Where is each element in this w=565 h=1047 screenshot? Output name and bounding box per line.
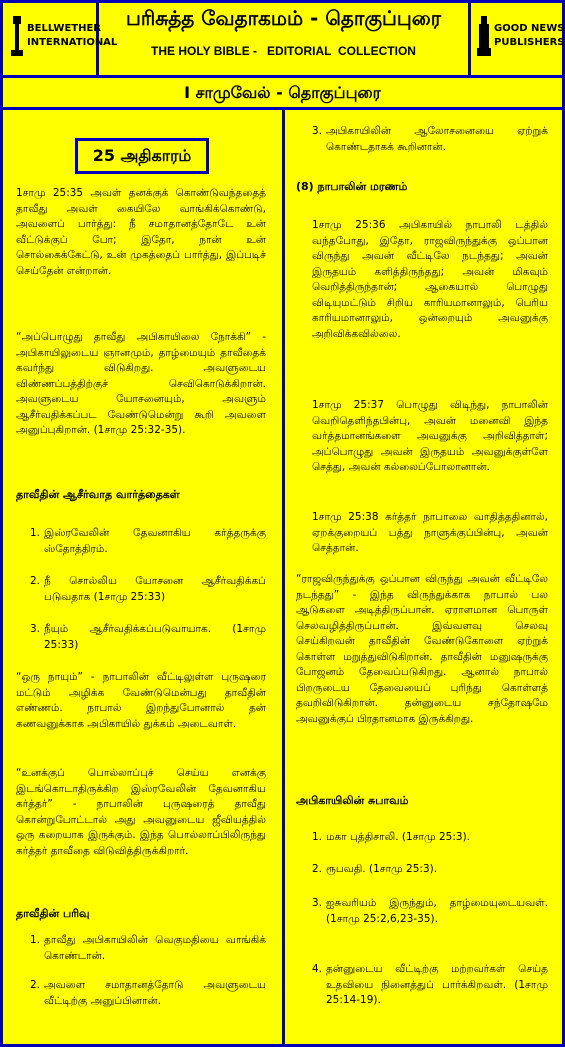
chapter-heading: 25 அதிகாரம்: [75, 138, 209, 174]
verse-paragraph: 1சாமு 25:37 பொழுது விடிந்து, நாபாலின் வெறிதெளிந்தபின்பு, அவன் மனைவி இந்த வர்த்தமானங்களை அவனுக்கு அறிவித்தாள்; அப்பொழுது அவன் இருதயம் அவனுக்குள்ளே செத்து, அவன் கல்லைப்போலானான்.: [312, 399, 548, 473]
logo-line: GOOD NEWS: [494, 23, 565, 34]
header-title-tamil: பரிசுத்த வேதாகமம் - தொகுப்புரை: [125, 6, 442, 30]
commentary-paragraph: “ராஜவிருந்துக்கு ஒப்பான விருந்து அவன் வீட்டிலே நடந்தது” - இந்த விருந்துக்காக நாபால் பல ஆடுகளை அடித்திருப்பான். ஏராளமான பொருள் செலவழித்திருப்பான். இவ்வளவு செலவு செய்கிறவன் தாவீதின் வேண்டுகோளை ஏற்றுக் கொள்ள மறுத்துவிடுகிறான். தாவீதின் மனுஷருக்கு போஜனம் தேவைப்படுகிறது. ஆனால் நாபால் பிறருடைய தேவையைப் புரிந்து கொள்ளத் தவறிவிடுகிறான். தன்னுடைய சந்தோஷமே அவனுக்குப் பிரதானமாக இருக்கிறது.: [296, 573, 548, 725]
list-item: 2. நீ சொல்லிய யோசனை ஆசீர்வதிக்கப் படுவதாக (1சாமு 25:33): [30, 575, 266, 603]
logo-line: BELLWETHER: [27, 23, 102, 34]
lamb-emblem-icon: [10, 14, 24, 58]
section-heading: (8) நாபாலின் மரணம்: [296, 180, 408, 193]
commentary-paragraph: “ஒரு நாயும்” - நாபாலின் வீட்டிலுள்ள புருஷரை மட்டும் அழிக்க வேண்டுமென்பது தாவீதின் எண்ணம். நாபால் இறந்துபோனால் தன் கணவனுக்காக அபிகாயில் துக்கம் அடைவாள்.: [16, 671, 266, 730]
list-item: 2. ரூபவதி. (1சாமு 25:3).: [312, 863, 438, 875]
verse-paragraph: 1சாமு 25:38 கர்த்தர் நாபாலை வாதித்ததினால், ஏறக்குறையப் பத்து நாளுக்குப்பின்பு, அவன் செத்தான்.: [312, 511, 548, 554]
list-item: 3. ஐசுவரியம் இருந்தும், தாழ்மையுடையவள். (1சாமு 25:2,6,23-35).: [312, 897, 548, 925]
list-item: 3. அபிகாயிலின் ஆலோசனையை ஏற்றுக் கொண்டதாகக் கூறினான்.: [312, 125, 548, 153]
section-heading: தாவீதின் ஆசீர்வாத வார்த்தைகள்: [16, 488, 180, 501]
logo-line: PUBLISHERS: [494, 37, 565, 48]
logo-line: INTERNATIONAL: [27, 37, 118, 48]
commentary-paragraph: “அப்பொழுது தாவீது அபிகாயிலை நோக்கி” - அபிகாயிலுடைய ஞானமும், தாழ்மையும் தாவீதைக் கவர்ந்து விடுகிறது. அவளுடைய விண்ணப்பத்திற்குச் செவிகொடுக்கிறான். அவளுடைய யோசனையும், அவளும் ஆசீர்வதிக்கப்பட வேண்டுமென்று கூறி அவளை அனுப்புகிறான். (1சாமு 25:32-35).: [16, 331, 266, 436]
header-title-english: THE HOLY BIBLE - EDITORIAL COLLECTION: [151, 44, 416, 58]
verse-paragraph: 1சாமு 25:36 அபிகாயில் நாபாலி டத்தில் வந்தபோது, இதோ, ராஜவிருந்துக்கு ஒப்பான விருந்து அவன் வீட்டிலே நடந்தது; அவன் இருதயம் களித்திருந்தது; அவன் மிகவும் வெறித்திருந்தான்; ஆகையால் பொழுது விடியுமட்டும் சிறிய காரியமானாலும், பெரிய காரியமானாலும், ஒன்றையும் அவனுக்கு அறிவிக்கவில்லை.: [312, 219, 548, 340]
section-heading: அபிகாயிலின் சுபாவம்: [296, 794, 409, 807]
list-item: 4. தன்னுடைய வீட்டிற்கு மற்றவர்கள் செய்த உதவியை நினைத்துப் பார்க்கிறவள். (1சாமு 25:14-19).: [312, 963, 548, 1006]
list-item: 1. மகா புத்திசாலி. (1சாமு 25:3).: [312, 831, 471, 843]
list-item: 2. அவளை சமாதானத்தோடு அவளுடைய வீட்டிற்கு அனுப்பினான்.: [30, 979, 266, 1007]
commentary-paragraph: “உனக்குப் பொல்லாப்புச் செய்ய எனக்கு இடங்கொடாதிருக்கிற இஸ்ரவேலின் தேவனாகிய கர்த்தர்” - நாபாலின் புருஷரைத் தாவீது கொன்றுபோட்டால் அது அவனுடைய ஜீவியத்தில் ஒரு கறையாக இருக்கும். இந்த பொல்லாப்பிலிருந்து கர்த்தர் தாவீதை விடுவித்திருக்கிறார்.: [16, 767, 266, 857]
herald-emblem-icon: [477, 14, 491, 58]
book-subtitle: I சாமுவேல் - தொகுப்புரை: [184, 83, 381, 102]
list-item: 1. இஸ்ரவேலின் தேவனாகிய கர்த்தருக்கு ஸ்தோத்திரம்.: [30, 527, 266, 555]
good-news-logo: [477, 14, 564, 58]
section-heading: தாவீதின் பரிவு: [16, 907, 90, 920]
verse-paragraph: 1சாமு 25:35 அவள் தனக்குக் கொண்டுவந்ததைத் தாவீது அவள் கையிலே வாங்கிக்கொண்டு, அவளைப் பார்த்து: நீ சமாதானத்தோடே உன் வீட்டுக்குப் போ; இதோ, நான் உன் சொல்கைக்கேட்டு, உன் முகத்தைப் பார்த்து, இப்படிச் செய்தேன் என்றான்.: [16, 187, 266, 277]
list-item: 3. நீயும் ஆசீர்வதிக்கப்படுவாயாக. (1சாமு 25:33): [30, 623, 266, 651]
list-item: 1. தாவீது அபிகாயிலின் வெகுமதியை வாங்கிக் கொண்டான்.: [30, 934, 266, 962]
